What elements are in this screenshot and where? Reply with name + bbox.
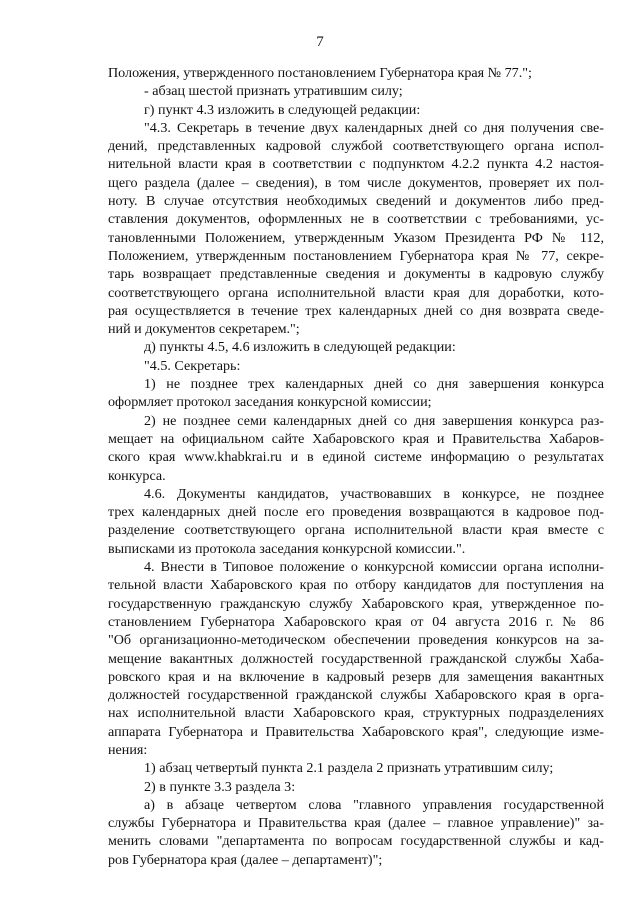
text-line: государственную гражданскую службу Хабаровского края, утвержденное по- — [108, 595, 604, 612]
text-line: ского края www.khabkrai.ru и в единой системе информацию о результатах — [108, 449, 604, 466]
text-line: трех календарных дней после его проведения возвращаются в кадровое под- — [108, 504, 604, 521]
text-line: конкурса. — [108, 467, 166, 484]
text-line: "4.3. Секретарь в течение двух календарных дней со дня получения све- — [144, 119, 604, 136]
text-line: нения: — [108, 741, 148, 758]
text-line: ставления документов, оформленных не в соответствии с требованиями, ус- — [108, 211, 604, 228]
text-line: 1) абзац четвертый пункта 2.1 раздела 2 признать утратившим силу; — [144, 760, 554, 777]
document-body — [108, 64, 604, 869]
text-line: 2) не позднее семи календарных дней со дня завершения конкурса раз- — [144, 412, 604, 429]
text-line: Положением, утвержденным постановлением Губернатора края № 77, секре- — [108, 247, 604, 264]
text-line: а) в абзаце четвертом слова "главного управления государственной — [144, 796, 604, 813]
text-line: - абзац шестой признать утратившим силу; — [144, 83, 403, 100]
text-line: 1) не позднее трех календарных дней со дня завершения конкурса — [144, 376, 604, 393]
text-line: 4. Внести в Типовое положение о конкурсной комиссии органа исполни- — [144, 559, 604, 576]
text-line: ний и документов секретарем."; — [108, 321, 300, 338]
text-line: 4.6. Документы кандидатов, участвовавших в конкурсе, не позднее — [144, 485, 604, 502]
text-line: соответствующего органа исполнительной власти края для доработки, кото- — [108, 284, 604, 301]
text-line: г) пункт 4.3 изложить в следующей редакции: — [144, 101, 421, 118]
text-line: тельной власти Хабаровского края по отбору кандидатов для поступления на — [108, 577, 604, 594]
text-line: аппарата Губернатора и Правительства Хабаровского края", следующие изме- — [108, 723, 604, 740]
text-line: "Об организационно-методическом обеспечении проведения конкурсов на за- — [108, 632, 604, 649]
text-line: ров Губернатора края (далее – департамент)"; — [108, 851, 383, 868]
page-number: 7 — [316, 34, 324, 50]
text-line: д) пункты 4.5, 4.6 изложить в следующей редакции: — [144, 339, 456, 356]
text-line: мещение вакантных должностей государственной гражданской службы Хаба- — [108, 650, 604, 667]
text-line: ноту. В случае отсутствия необходимых сведений и документов либо пред- — [108, 193, 604, 210]
text-line: щего раздела (далее – сведения), в том числе документов, проверяет их пол- — [108, 174, 604, 191]
text-line: тарь возвращает представленные сведения и документы в кадровую службу — [108, 266, 604, 283]
text-line: нах исполнительной власти Хабаровского края, структурных подразделениях — [108, 705, 604, 722]
text-line: тановленными Положением, утвержденным Указом Президента РФ № 112, — [108, 229, 604, 246]
text-line: мещает на официальном сайте Хабаровского края и Правительства Хабаров- — [108, 430, 604, 447]
text-line: 2) в пункте 3.3 раздела 3: — [144, 778, 296, 795]
text-line: службы Губернатора и Правительства края (далее – главное управление)" за- — [108, 815, 604, 832]
text-line: менить словами "департамента по вопросам государственной службы и кад- — [108, 833, 604, 850]
text-line: становлением Губернатора Хабаровского края от 04 августа 2016 г. № 86 — [108, 613, 604, 630]
text-line: дений, представленных кадровой службой соответствующего органа испол- — [108, 138, 604, 155]
text-line: рая осуществляется в течение трех календарных дней со дня возврата сведе- — [108, 302, 604, 319]
text-line: "4.5. Секретарь: — [144, 357, 241, 374]
text-line: ровского края и на включение в кадровый резерв для замещения вакантных — [108, 668, 604, 685]
text-line: нительной власти края в соответствии с подпунктом 4.2.2 пункта 4.2 настоя- — [108, 156, 604, 173]
text-line: разделение соответствующего органа исполнительной власти края вместе с — [108, 522, 604, 539]
text-line: оформляет протокол заседания конкурсной комиссии; — [108, 394, 432, 411]
text-line: Положения, утвержденного постановлением Губернатора края № 77."; — [108, 65, 532, 81]
text-line: выписками из протокола заседания конкурсной комиссии.". — [108, 540, 466, 557]
text-line: должностей государственной гражданской службы Хабаровского края в орга- — [108, 687, 604, 704]
